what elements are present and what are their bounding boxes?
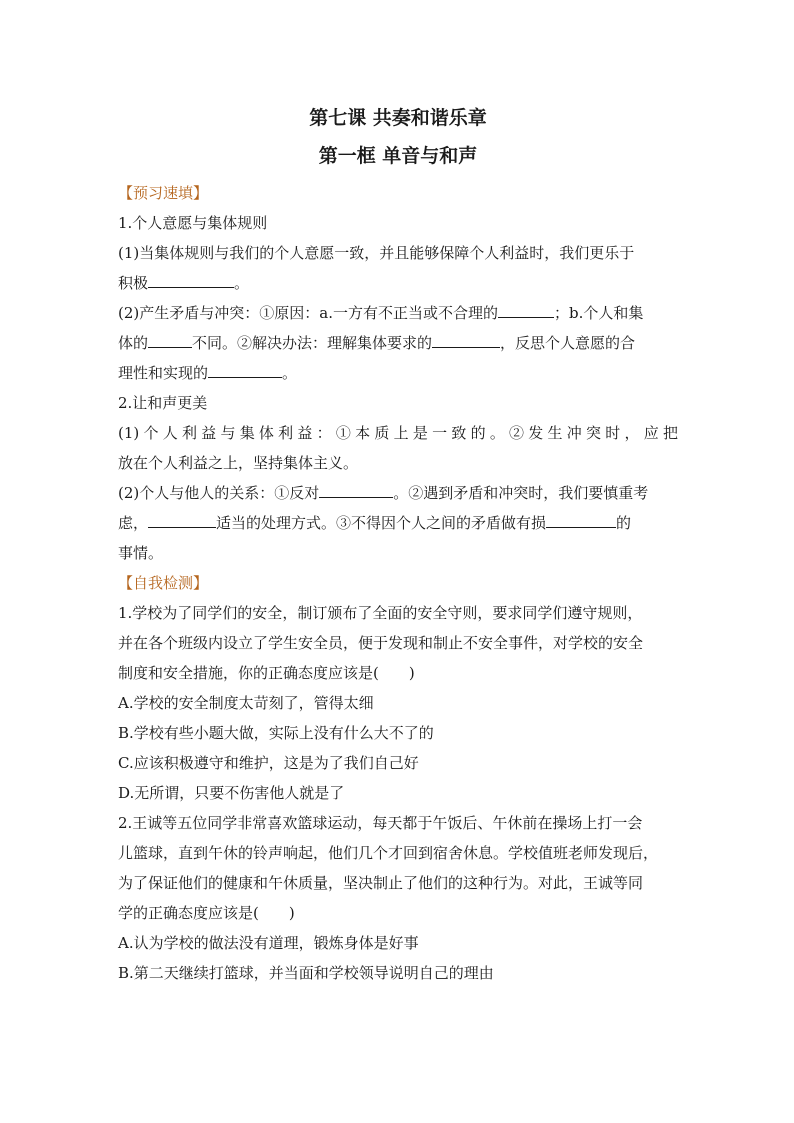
preview-line: (2)个人与他人的关系：①反对 。②遇到矛盾和冲突时，我们要慎重考 (118, 478, 678, 508)
preview-header: 【预习速填】 (118, 184, 209, 202)
fill-blank[interactable] (208, 359, 282, 378)
document-content (118, 100, 678, 988)
fill-blank[interactable] (148, 269, 234, 288)
fill-blank[interactable] (498, 299, 554, 318)
question-1-option-a: A.学校的安全制度太苛刻了，管得太细 (118, 694, 374, 712)
question-2-line: 儿篮球，直到午休的铃声响起，他们几个才回到宿舍休息。学校值班老师发现后， (118, 844, 659, 862)
preview-line: (1)个人利益与集体利益：①本质上是一致的。②发生冲突时，应把 (118, 424, 678, 442)
preview-line: 1.个人意愿与集体规则 (118, 214, 268, 232)
preview-line: (2)产生矛盾与冲突：①原因：a.一方有不正当或不合理的 ；b.个人和集 (118, 298, 678, 328)
question-2-option-a: A.认为学校的做法没有道理，锻炼身体是好事 (118, 934, 419, 952)
question-2-line: 2.王诚等五位同学非常喜欢篮球运动，每天都于午饭后、午休前在操场上打一会 (118, 814, 643, 832)
preview-line: 理性和实现的 。 (118, 358, 678, 388)
fill-blank[interactable] (432, 329, 500, 348)
preview-line: 虑， 适当的处理方式。③不得因个人之间的矛盾做有损 的 (118, 508, 678, 538)
fill-blank[interactable] (546, 509, 616, 528)
preview-line: 积极 。 (118, 268, 678, 298)
question-1-line: 并在各个班级内设立了学生安全员，便于发现和制止不安全事件，对学校的安全 (118, 634, 644, 652)
question-1-line: 1.学校为了同学们的安全，制订颁布了全面的安全守则，要求同学们遵守规则， (118, 604, 643, 622)
fill-blank[interactable] (148, 509, 216, 528)
preview-line: 放在个人利益之上，坚持集体主义。 (118, 454, 359, 472)
question-1-option-c: C.应该积极遵守和维护，这是为了我们自己好 (118, 754, 419, 772)
preview-line: (1)当集体规则与我们的个人意愿一致，并且能够保障个人利益时，我们更乐于 (118, 244, 635, 262)
question-2-line: 为了保证他们的健康和午休质量，坚决制止了他们的这种行为。对此，王诚等同 (118, 874, 644, 892)
fill-blank[interactable] (148, 329, 192, 348)
preview-line: 2.让和声更美 (118, 394, 208, 412)
question-1-option-d: D.无所谓，只要不伤害他人就是了 (118, 784, 345, 802)
lesson-title: 第七课 共奏和谐乐章 (309, 107, 487, 129)
preview-line: 体的 不同。②解决办法：理解集体要求的 ，反思个人意愿的合 (118, 328, 678, 358)
selfcheck-header: 【自我检测】 (118, 574, 209, 592)
question-2-line: 学的正确态度应该是( ) (118, 904, 295, 922)
preview-line: 事情。 (118, 544, 164, 562)
question-1-option-b: B.学校有些小题大做，实际上没有什么大不了的 (118, 724, 434, 742)
question-1-line: 制度和安全措施，你的正确态度应该是( ) (118, 664, 415, 682)
question-2-option-b: B.第二天继续打篮球，并当面和学校领导说明自己的理由 (118, 964, 494, 982)
section-title: 第一框 单音与和声 (318, 145, 478, 167)
fill-blank[interactable] (319, 479, 393, 498)
